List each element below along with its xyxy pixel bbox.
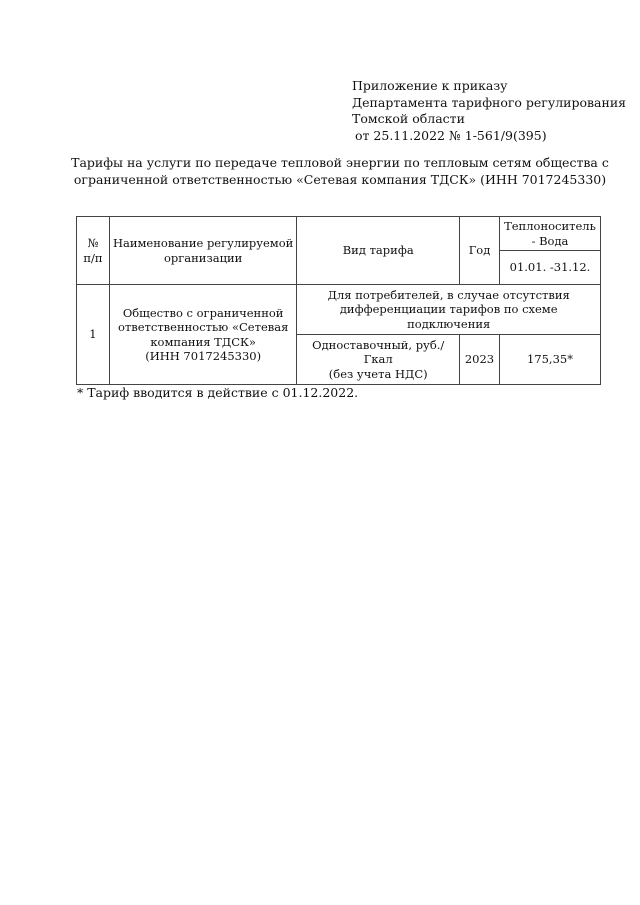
- appendix-line: Приложение к приказу: [352, 78, 508, 93]
- tariff-table: [76, 216, 601, 385]
- appendix-header: [352, 78, 626, 144]
- header-year: Год: [460, 217, 500, 285]
- appendix-line: Департамента тарифного регулирования: [352, 94, 627, 110]
- title-line: ограниченной ответственностью «Сетевая компания ТДСК» (ИНН 7017245330): [73, 171, 607, 187]
- header-tariff-type: Вид тарифа: [297, 217, 460, 285]
- footnote: * Тариф вводится в действие с 01.12.2022.: [77, 385, 359, 400]
- document-title: [70, 155, 610, 188]
- appendix-line: Томской области: [352, 111, 465, 126]
- cell-consumer-group: Для потребителей, в случае отсутствия дифференциации тарифов по схеме подключения: [297, 285, 601, 335]
- header-organization: Наименование регулируемой организации: [109, 217, 297, 285]
- table-header-row: [77, 217, 601, 251]
- header-number: № п/п: [77, 217, 110, 285]
- cell-organization: Общество с ограниченной ответственностью «Сетевая компания ТДСК» (ИНН 7017245330): [109, 285, 297, 385]
- header-heat-carrier: Теплоноситель - Вода: [499, 217, 600, 251]
- table-row: [77, 285, 601, 335]
- cell-tariff-value: 175,35*: [499, 335, 600, 385]
- cell-year: 2023: [460, 335, 500, 385]
- appendix-order-date: от 25.11.2022 № 1-561/9(395): [355, 127, 547, 143]
- cell-tariff-type: Одноставочный, руб./Гкал (без учета НДС): [297, 335, 460, 385]
- cell-number: 1: [77, 285, 110, 385]
- header-period: 01.01. -31.12.: [499, 251, 600, 285]
- title-line: Тарифы на услуги по передаче тепловой энергии по тепловым сетям общества с: [71, 155, 609, 170]
